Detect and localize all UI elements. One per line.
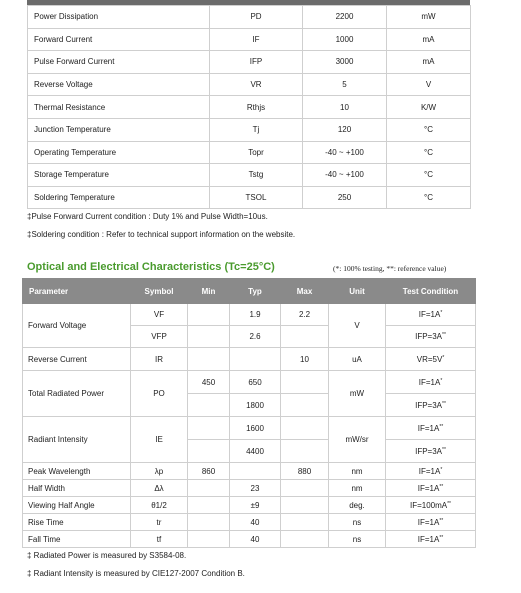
header-unit: Unit — [329, 279, 386, 304]
table-row — [28, 96, 471, 119]
table-row — [23, 514, 476, 531]
typ-cell — [230, 348, 281, 371]
typ-cell: 40 — [230, 514, 281, 531]
param-name: Peak Wavelength — [23, 463, 131, 480]
param-name: Viewing Half Angle — [23, 497, 131, 514]
symbol-cell: IF — [210, 28, 303, 51]
note-radiant-intensity: ‡ Radiant Intensity is measured by CIE127-2007 Condition B. — [27, 569, 245, 578]
typ-cell: 650 — [230, 371, 281, 394]
min-cell — [188, 531, 230, 548]
unit-cell: uA — [329, 348, 386, 371]
header-row — [23, 279, 476, 304]
note-radiated-power: ‡ Radiated Power is measured by S3584-08. — [27, 551, 187, 560]
param-name: Soldering Temperature — [28, 186, 210, 209]
note-pulse-current: ‡Pulse Forward Current condition : Duty 1% and Pulse Width=10us. — [27, 212, 268, 221]
unit-cell: deg. — [329, 497, 386, 514]
table-row — [28, 141, 471, 164]
test-cell: VR=5V* — [386, 348, 476, 371]
min-cell — [188, 304, 230, 326]
unit-cell: °C — [387, 186, 471, 209]
table-row — [28, 73, 471, 96]
unit-cell: ns — [329, 514, 386, 531]
symbol-cell: Topr — [210, 141, 303, 164]
value-cell: 250 — [303, 186, 387, 209]
max-cell — [281, 514, 329, 531]
value-cell: 10 — [303, 96, 387, 119]
table-row — [23, 304, 476, 326]
table-row — [23, 348, 476, 371]
table-row — [28, 6, 471, 29]
param-name: Half Width — [23, 480, 131, 497]
symbol-cell: Δλ — [131, 480, 188, 497]
unit-cell: V — [329, 304, 386, 348]
max-cell — [281, 480, 329, 497]
header-symbol: Symbol — [131, 279, 188, 304]
min-cell — [188, 514, 230, 531]
test-cell: IF=1A* — [386, 463, 476, 480]
param-name: Junction Temperature — [28, 118, 210, 141]
symbol-cell: PO — [131, 371, 188, 417]
table-row — [28, 51, 471, 74]
symbol-cell: Tj — [210, 118, 303, 141]
test-cell: IF=1A* — [386, 371, 476, 394]
table-row — [23, 480, 476, 497]
unit-cell: ns — [329, 531, 386, 548]
value-cell: -40 ~ +100 — [303, 141, 387, 164]
unit-cell: °C — [387, 141, 471, 164]
unit-cell: nm — [329, 463, 386, 480]
symbol-cell: IR — [131, 348, 188, 371]
symbol-cell: VR — [210, 73, 303, 96]
value-cell: -40 ~ +100 — [303, 164, 387, 187]
param-reverse-current: Reverse Current — [23, 348, 131, 371]
optical-electrical-table — [22, 278, 476, 548]
min-cell — [188, 440, 230, 463]
header-max: Max — [281, 279, 329, 304]
max-cell — [281, 440, 329, 463]
unit-cell: °C — [387, 118, 471, 141]
param-name: Storage Temperature — [28, 164, 210, 187]
unit-cell: mA — [387, 28, 471, 51]
header-typ: Typ — [230, 279, 281, 304]
unit-cell: nm — [329, 480, 386, 497]
typ-cell: 1.9 — [230, 304, 281, 326]
param-name: Operating Temperature — [28, 141, 210, 164]
value-cell: 5 — [303, 73, 387, 96]
typ-cell: 2.6 — [230, 326, 281, 348]
absolute-max-ratings-table — [27, 5, 471, 209]
header-test-condition: Test Condition — [386, 279, 476, 304]
max-cell: 2.2 — [281, 304, 329, 326]
param-name: Rise Time — [23, 514, 131, 531]
test-cell: IF=1A** — [386, 514, 476, 531]
note-soldering: ‡Soldering condition : Refer to technical support information on the website. — [27, 230, 296, 239]
max-cell — [281, 371, 329, 394]
symbol-cell: IE — [131, 417, 188, 463]
table-row — [23, 463, 476, 480]
min-cell: 450 — [188, 371, 230, 394]
table-row — [23, 417, 476, 440]
test-cell: IFP=3A** — [386, 394, 476, 417]
table-row — [28, 164, 471, 187]
max-cell — [281, 417, 329, 440]
section-title: Optical and Electrical Characteristics (Tc=25°C) — [27, 261, 275, 273]
symbol-cell: TSOL — [210, 186, 303, 209]
param-name: Reverse Voltage — [28, 73, 210, 96]
min-cell — [188, 480, 230, 497]
unit-cell: V — [387, 73, 471, 96]
table-row — [28, 28, 471, 51]
param-name: Thermal Resistance — [28, 96, 210, 119]
unit-cell: K/W — [387, 96, 471, 119]
max-cell — [281, 497, 329, 514]
test-cell: IF=100mA** — [386, 497, 476, 514]
table-row — [28, 118, 471, 141]
symbol-cell: VFP — [131, 326, 188, 348]
table-row — [28, 186, 471, 209]
unit-cell: °C — [387, 164, 471, 187]
min-cell — [188, 326, 230, 348]
min-cell: 860 — [188, 463, 230, 480]
max-cell: 10 — [281, 348, 329, 371]
header-min: Min — [188, 279, 230, 304]
max-cell — [281, 394, 329, 417]
test-cell: IFP=3A** — [386, 440, 476, 463]
symbol-cell: PD — [210, 6, 303, 29]
value-cell: 2200 — [303, 6, 387, 29]
symbol-cell: Rthjs — [210, 96, 303, 119]
unit-cell: mA — [387, 51, 471, 74]
max-cell — [281, 531, 329, 548]
symbol-cell: VF — [131, 304, 188, 326]
max-cell — [281, 326, 329, 348]
value-cell: 1000 — [303, 28, 387, 51]
param-name: Pulse Forward Current — [28, 51, 210, 74]
param-total-radiated-power: Total Radiated Power — [23, 371, 131, 417]
param-radiant-intensity: Radiant Intensity — [23, 417, 131, 463]
value-cell: 3000 — [303, 51, 387, 74]
typ-cell: 1600 — [230, 417, 281, 440]
symbol-cell: λp — [131, 463, 188, 480]
test-cell: IF=1A** — [386, 531, 476, 548]
symbol-cell: Tstg — [210, 164, 303, 187]
header-parameter: Parameter — [23, 279, 131, 304]
section-note: (*: 100% testing, **: reference value) — [333, 264, 447, 273]
max-cell: 880 — [281, 463, 329, 480]
min-cell — [188, 394, 230, 417]
typ-cell: 4400 — [230, 440, 281, 463]
test-cell: IFP=3A** — [386, 326, 476, 348]
param-name: Power Dissipation — [28, 6, 210, 29]
typ-cell: ±9 — [230, 497, 281, 514]
typ-cell: 1800 — [230, 394, 281, 417]
table-row — [23, 497, 476, 514]
unit-cell: mW — [387, 6, 471, 29]
table-row — [23, 371, 476, 394]
test-cell: IF=1A** — [386, 417, 476, 440]
table-row — [23, 531, 476, 548]
symbol-cell: θ1/2 — [131, 497, 188, 514]
typ-cell: 40 — [230, 531, 281, 548]
test-cell: IF=1A** — [386, 480, 476, 497]
min-cell — [188, 348, 230, 371]
unit-cell: mW — [329, 371, 386, 417]
unit-cell: mW/sr — [329, 417, 386, 463]
symbol-cell: tf — [131, 531, 188, 548]
typ-cell — [230, 463, 281, 480]
min-cell — [188, 497, 230, 514]
test-cell: IF=1A* — [386, 304, 476, 326]
param-forward-voltage: Forward Voltage — [23, 304, 131, 348]
param-name: Fall Time — [23, 531, 131, 548]
param-name: Forward Current — [28, 28, 210, 51]
symbol-cell: IFP — [210, 51, 303, 74]
symbol-cell: tr — [131, 514, 188, 531]
typ-cell: 23 — [230, 480, 281, 497]
min-cell — [188, 417, 230, 440]
value-cell: 120 — [303, 118, 387, 141]
